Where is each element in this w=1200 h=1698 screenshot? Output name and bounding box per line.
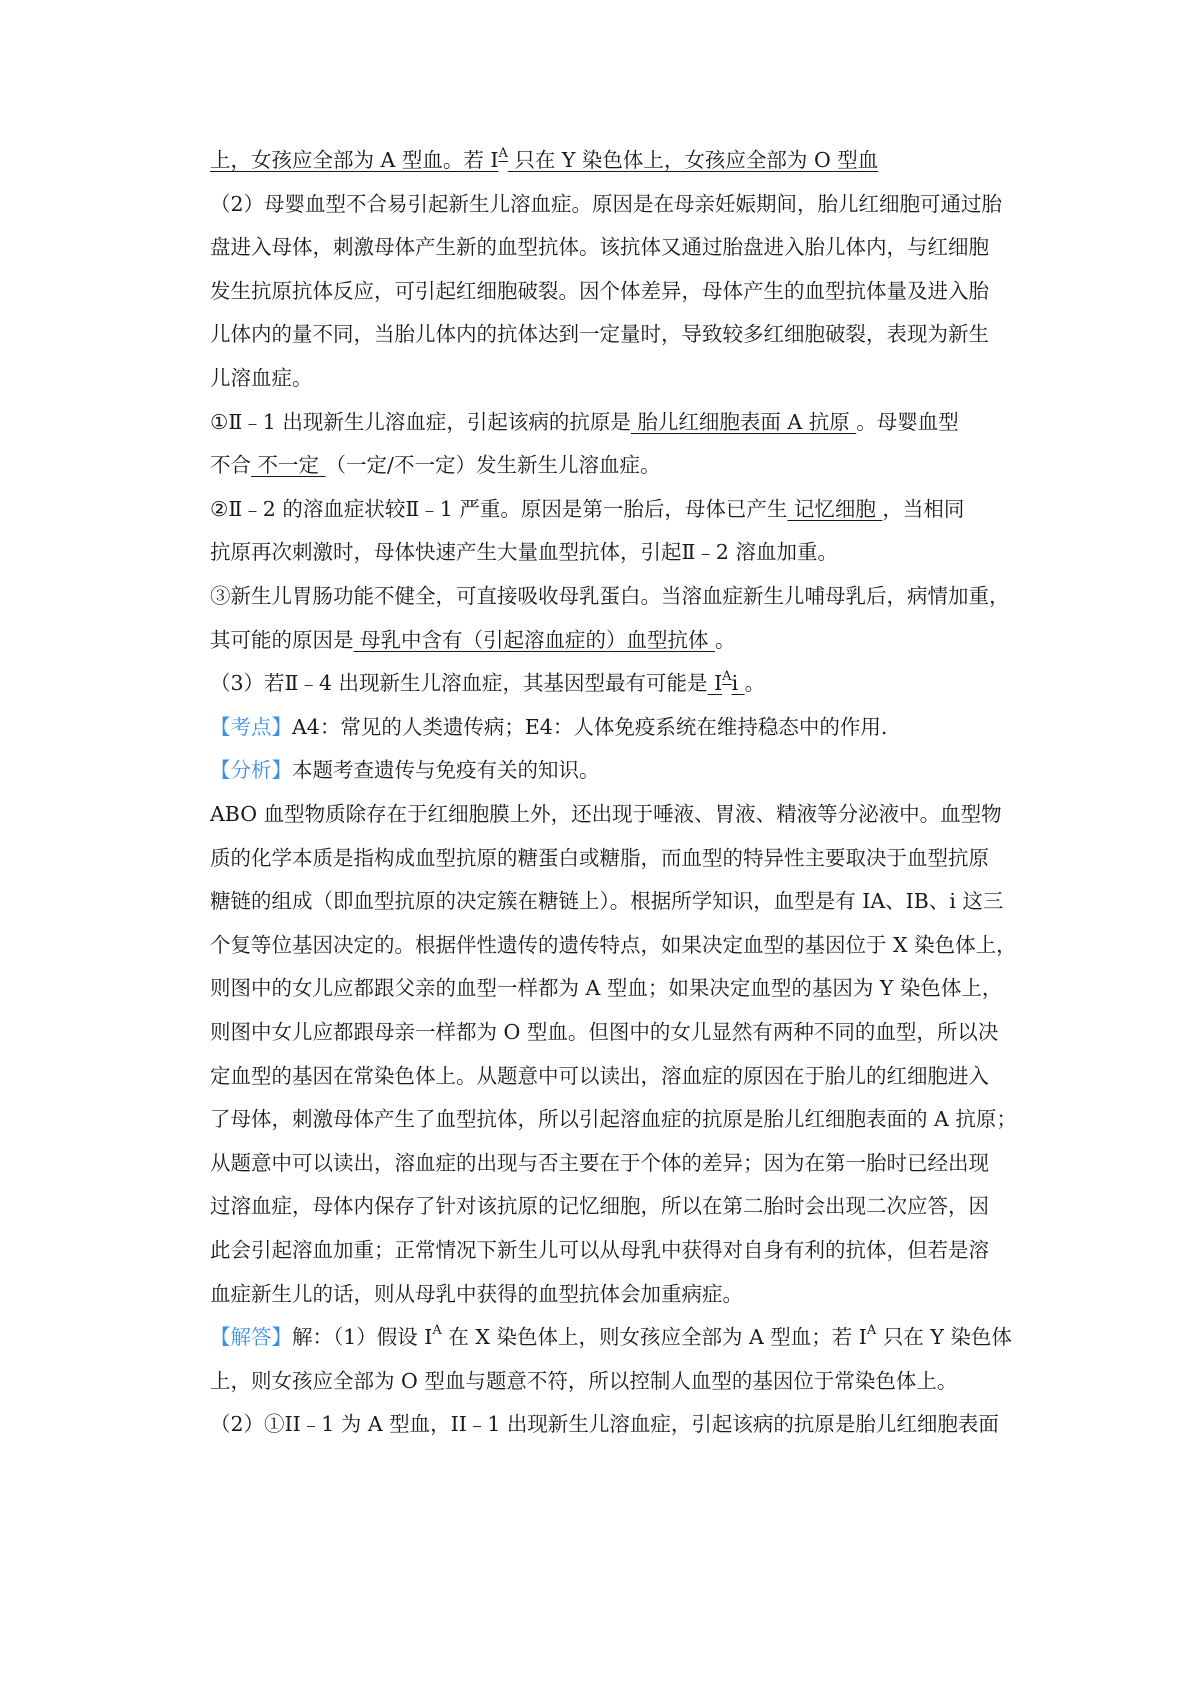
- text-line: [210, 931, 1040, 959]
- text-run: 了母体，刺激母体产生了血型抗体，所以引起溶血症的抗原是胎儿红细胞表面的 A 抗原；: [210, 1107, 1017, 1131]
- text-line: [210, 844, 1040, 872]
- answer-blank: A: [498, 146, 508, 162]
- text-line: [210, 1280, 1040, 1308]
- text-run: 只在 Y 染色体: [876, 1325, 1012, 1349]
- text-line: [210, 146, 1040, 174]
- text-line: [210, 1192, 1040, 1220]
- text-run: ③新生儿胃肠功能不健全，可直接吸收母乳蛋白。当溶血症新生儿哺母乳后，病情加重，: [210, 584, 1010, 608]
- text-line: [210, 669, 1040, 697]
- text-line: [210, 1410, 1040, 1438]
- text-run: 。: [715, 628, 736, 652]
- text-line: [210, 1062, 1040, 1090]
- text-line: [210, 1149, 1040, 1177]
- text-run: 则图中女儿应都跟母亲一样都为 O 型血。但图中的女儿显然有两种不同的血型，所以决: [210, 1020, 999, 1044]
- text-run: 在 X 染色体上，则女孩应全部为 A 型血；若 I: [441, 1325, 867, 1349]
- text-line: [210, 974, 1040, 1002]
- text-run: 盘进入母体，刺激母体产生新的血型抗体。该抗体又通过胎盘进入胎儿体内，与红细胞: [210, 235, 989, 259]
- answer-blank: 记忆细胞: [787, 497, 883, 521]
- text-run: 不合: [210, 453, 251, 477]
- text-run: （3）若Ⅱ﹣4 出现新生儿溶血症，其基因型最有可能是: [210, 671, 708, 695]
- text-run: ①Ⅱ﹣1 出现新生儿溶血症，引起该病的抗原是: [210, 410, 631, 434]
- text-run: 。母婴血型: [856, 410, 959, 434]
- text-run: ②Ⅱ﹣2 的溶血症状较Ⅱ﹣1 严重。原因是第一胎后，母体已产生: [210, 497, 788, 521]
- text-run: 本题考查遗传与免疫有关的知识。: [292, 758, 600, 782]
- text-run: 抗原再次刺激时，母体快速产生大量血型抗体，引起Ⅱ﹣2 溶血加重。: [210, 540, 838, 564]
- text-run: （一定/不一定）发生新生儿溶血症。: [325, 453, 661, 477]
- text-run: 糖链的组成（即血型抗原的决定簇在糖链上）。根据所学知识，血型是有 IA、IB、i 这三: [210, 889, 1004, 913]
- text-run: A4：常见的人类遗传病；E4：人体免疫系统在维持稳态中的作用.: [292, 715, 888, 739]
- answer-blank: i: [731, 671, 745, 695]
- answer-blank: 上，女孩应全部为 A 型血。若 I: [210, 148, 499, 172]
- text-line: [210, 713, 1040, 741]
- text-run: 上，则女孩应全部为 O 型血与题意不符，所以控制人血型的基因位于常染色体上。: [210, 1369, 958, 1393]
- section-tag: 【解答】: [210, 1325, 292, 1349]
- text-run: 此会引起溶血加重；正常情况下新生儿可以从母乳中获得对自身有利的抗体，但若是溶: [210, 1238, 989, 1262]
- text-line: [210, 277, 1040, 305]
- answer-blank: 母乳中含有（引起溶血症的）血型抗体: [353, 628, 716, 652]
- text-line: [210, 626, 1040, 654]
- answer-blank: 胎儿红细胞表面 A 抗原: [630, 410, 857, 434]
- text-run: 解：（1）假设 I: [292, 1325, 433, 1349]
- text-run: 过溶血症，母体内保存了针对该抗原的记忆细胞，所以在第二胎时会出现二次应答，因: [210, 1194, 989, 1218]
- text-line: [210, 364, 1040, 392]
- text-line: [210, 538, 1040, 566]
- text-line: [210, 800, 1040, 828]
- text-line: [210, 756, 1040, 784]
- text-run: ABO 血型物质除存在于红细胞膜上外，还出现于唾液、胃液、精液等分泌液中。血型物: [210, 802, 1002, 826]
- text-run: 个复等位基因决定的。根据伴性遗传的遗传特点，如果决定血型的基因位于 X 染色体上，: [210, 933, 1017, 957]
- text-line: [210, 1323, 1040, 1351]
- text-line: [210, 190, 1040, 218]
- text-line: [210, 1105, 1040, 1133]
- text-line: [210, 233, 1040, 261]
- text-run: 从题意中可以读出，溶血症的出现与否主要在于个体的差异；因为在第一胎时已经出现: [210, 1151, 989, 1175]
- text-run: 血症新生儿的话，则从母乳中获得的血型抗体会加重病症。: [210, 1282, 743, 1306]
- text-run: （2）①II﹣1 为 A 型血，II﹣1 出现新生儿溶血症，引起该病的抗原是胎儿红细胞表面: [210, 1412, 999, 1436]
- text-run: 则图中的女儿应都跟父亲的血型一样都为 A 型血；如果决定血型的基因为 Y 染色体上，: [210, 976, 1003, 1000]
- text-run: 儿溶血症。: [210, 366, 313, 390]
- superscript: A: [866, 1323, 877, 1339]
- text-run: （2）母婴血型不合易引起新生儿溶血症。原因是在母亲妊娠期间，胎儿红细胞可通过胎: [210, 192, 1003, 216]
- text-line: [210, 495, 1040, 523]
- text-run: 。: [744, 671, 766, 695]
- answer-blank: 只在 Y 染色体上，女孩应全部为 O 型血: [507, 148, 879, 172]
- superscript: A: [432, 1323, 442, 1339]
- text-line: [210, 320, 1040, 348]
- text-line: [210, 1018, 1040, 1046]
- text-run: 儿体内的量不同，当胎儿体内的抗体达到一定量时，导致较多红细胞破裂，表现为新生: [210, 322, 989, 346]
- section-tag: 【考点】: [210, 715, 292, 739]
- answer-blank: 不一定: [251, 453, 326, 477]
- text-run: ，当相同: [882, 497, 965, 521]
- text-run: 其可能的原因是: [210, 628, 354, 652]
- text-line: [210, 582, 1040, 610]
- text-line: [210, 1236, 1040, 1264]
- text-line: [210, 1367, 1040, 1395]
- text-run: 质的化学本质是指构成血型抗原的糖蛋白或糖脂，而血型的特异性主要取决于血型抗原: [210, 846, 989, 870]
- text-line: [210, 887, 1040, 915]
- text-line: [210, 451, 1040, 479]
- text-line: [210, 408, 1040, 436]
- section-tag: 【分析】: [210, 758, 292, 782]
- text-run: 发生抗原抗体反应，可引起红细胞破裂。因个体差异，母体产生的血型抗体量及进入胎: [210, 279, 989, 303]
- answer-blank: I: [707, 671, 723, 695]
- text-run: 定血型的基因在常染色体上。从题意中可以读出，溶血症的原因在于胎儿的红细胞进入: [210, 1064, 989, 1088]
- answer-blank: A: [722, 669, 732, 685]
